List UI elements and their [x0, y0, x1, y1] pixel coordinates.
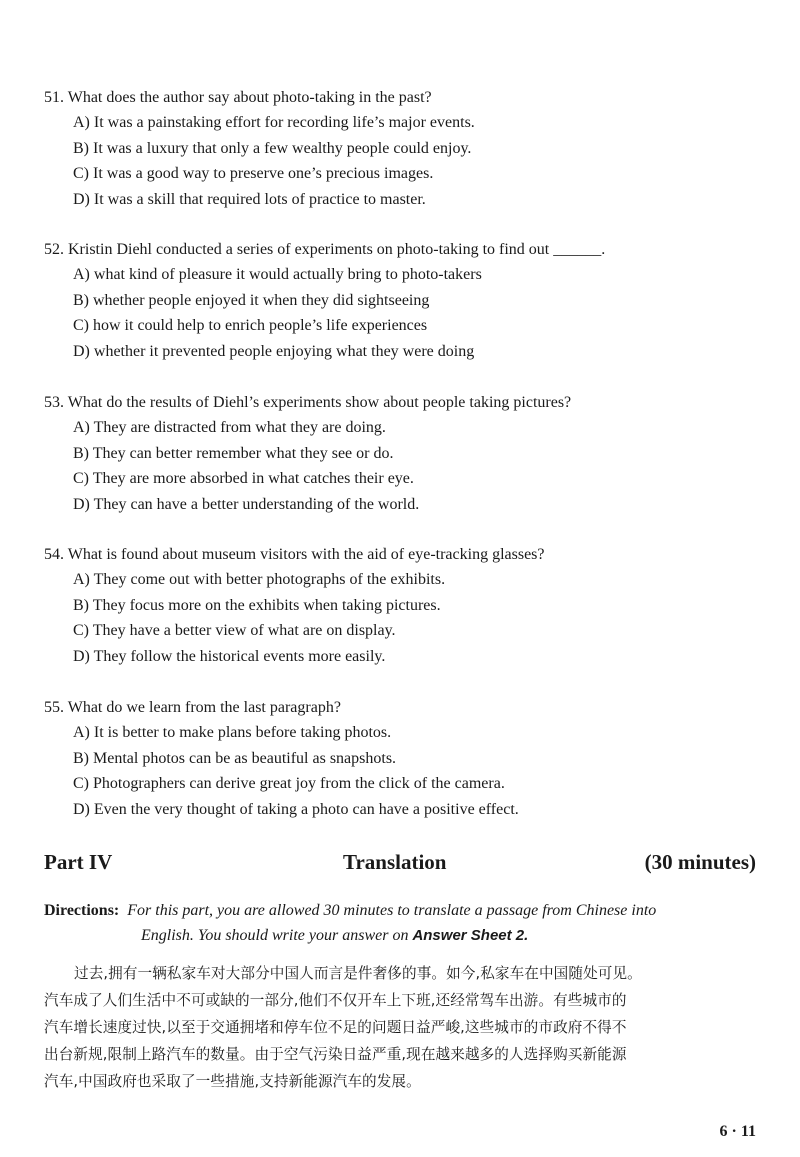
answer-sheet-label: Answer Sheet 2.: [412, 927, 529, 944]
option-c: C) They are more absorbed in what catches their eye.: [73, 470, 414, 488]
directions-text-1: For this part, you are allowed 30 minutes to translate a passage from Chinese into: [127, 902, 657, 919]
option-b: B) It was a luxury that only a few wealthy people could enjoy.: [73, 139, 472, 157]
passage-line: 汽车成了人们生活中不可或缺的一部分,他们不仅开车上下班,还经常驾车出游。有些城市的: [44, 992, 627, 1009]
question-stem: 52. Kristin Diehl conducted a series of experiments on photo-taking to find out ______.: [44, 241, 606, 258]
option-a: A) what kind of pleasure it would actually bring to photo-takers: [73, 266, 482, 284]
option-list: [44, 567, 744, 669]
option-a: A) It is better to make plans before taking photos.: [73, 724, 392, 742]
question-55: [44, 695, 744, 822]
question-54: [44, 542, 744, 669]
translation-passage: [44, 960, 756, 1095]
question-stem: 51. What does the author say about photo-taking in the past?: [44, 89, 432, 106]
directions: [44, 898, 756, 948]
option-d: D) They follow the historical events more easily.: [73, 647, 386, 665]
option-d: D) whether it prevented people enjoying what they were doing: [73, 342, 475, 360]
option-d: D) Even the very thought of taking a photo can have a positive effect.: [73, 800, 519, 818]
passage-line: 汽车增长速度过快,以至于交通拥堵和停车位不足的问题日益严峻,这些城市的市政府不得不: [44, 1019, 627, 1036]
option-c: C) It was a good way to preserve one’s precious images.: [73, 165, 434, 183]
question-53: [44, 390, 744, 517]
question-stem: 55. What do we learn from the last paragraph?: [44, 699, 341, 716]
directions-label: Directions: [44, 902, 114, 919]
option-list: [44, 415, 744, 517]
option-c: C) how it could help to enrich people’s life experiences: [73, 317, 428, 335]
question-51: [44, 85, 744, 212]
option-a: A) They are distracted from what they are doing.: [73, 419, 386, 437]
directions-colon: :: [113, 902, 120, 919]
option-b: B) Mental photos can be as beautiful as snapshots.: [73, 749, 397, 767]
question-stem: 53. What do the results of Diehl’s experiments show about people taking pictures?: [44, 394, 572, 411]
part-time: (30 minutes): [644, 850, 756, 874]
passage-line: 出台新规,限制上路汽车的数量。由于空气污染日益严重,现在越来越多的人选择购买新能源: [44, 1046, 627, 1063]
option-a: A) It was a painstaking effort for recording life’s major events.: [73, 114, 475, 132]
option-list: [44, 110, 744, 212]
part-header: [44, 847, 756, 877]
option-b: B) They focus more on the exhibits when taking pictures.: [73, 596, 441, 614]
option-b: B) They can better remember what they see or do.: [73, 444, 394, 462]
option-list: [44, 720, 744, 822]
passage-line: 汽车,中国政府也采取了一些措施,支持新能源汽车的发展。: [44, 1073, 421, 1090]
option-a: A) They come out with better photographs of the exhibits.: [73, 571, 446, 589]
option-c: C) Photographers can derive great joy from the click of the camera.: [73, 775, 505, 793]
directions-line-1: [44, 898, 756, 923]
part-title: Translation: [343, 850, 447, 874]
option-b: B) whether people enjoyed it when they did sightseeing: [73, 291, 430, 309]
directions-text-2: English. You should write your answer on: [141, 927, 409, 944]
page-number: 6 · 11: [719, 1123, 756, 1140]
part-number: Part IV: [44, 850, 113, 874]
option-d: D) They can have a better understanding of the world.: [73, 495, 420, 513]
option-d: D) It was a skill that required lots of practice to master.: [73, 190, 426, 208]
question-52: [44, 237, 744, 364]
option-list: [44, 262, 744, 364]
option-c: C) They have a better view of what are on display.: [73, 622, 396, 640]
directions-line-2: [44, 923, 756, 948]
passage-line: 过去,拥有一辆私家车对大部分中国人而言是件奢侈的事。如今,私家车在中国随处可见。: [74, 965, 642, 982]
question-stem: 54. What is found about museum visitors with the aid of eye-tracking glasses?: [44, 546, 545, 563]
